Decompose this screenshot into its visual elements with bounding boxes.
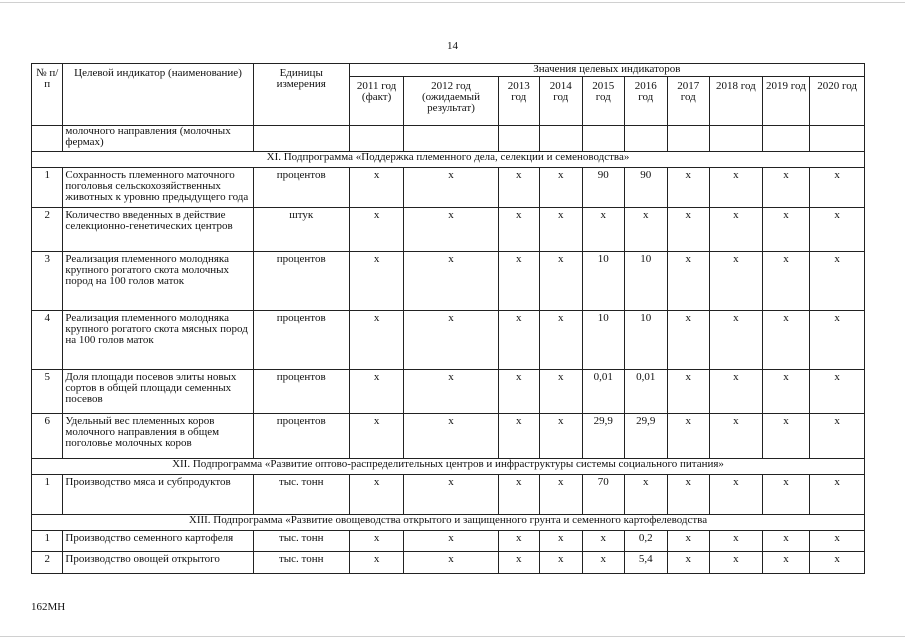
indicator-name: Производство мяса и субпродуктов <box>63 475 253 515</box>
value-cell: 10 <box>582 252 625 311</box>
value-cell: х <box>498 311 539 370</box>
indicator-row <box>32 311 865 370</box>
header-year: 2012 год (ожидаемый результат) <box>404 77 498 126</box>
value-cell: х <box>710 311 763 370</box>
value-cell: х <box>582 552 625 574</box>
value-cell: х <box>762 414 810 459</box>
header-year: 2019 год <box>762 77 810 126</box>
value-cell: 90 <box>582 168 625 208</box>
value-cell: х <box>540 552 583 574</box>
value-cell: 10 <box>625 311 668 370</box>
unit-cell: процентов <box>253 252 349 311</box>
indicator-row <box>32 168 865 208</box>
value-cell: х <box>762 168 810 208</box>
row-number: 1 <box>32 475 63 515</box>
value-cell: х <box>710 475 763 515</box>
value-cell: х <box>404 475 498 515</box>
continuation-row <box>32 126 865 152</box>
unit-cell: штук <box>253 208 349 252</box>
unit-cell: тыс. тонн <box>253 552 349 574</box>
value-cell: х <box>404 552 498 574</box>
unit-cell: процентов <box>253 370 349 414</box>
value-cell: х <box>540 414 583 459</box>
row-number: 2 <box>32 208 63 252</box>
value-cell: х <box>710 370 763 414</box>
indicator-row <box>32 252 865 311</box>
scan-edge-top <box>0 2 905 3</box>
row-number: 5 <box>32 370 63 414</box>
value-cell: х <box>667 414 710 459</box>
value-cell: х <box>762 208 810 252</box>
value-cell: х <box>810 370 865 414</box>
header-row-1 <box>32 64 865 77</box>
header-year: 2018 год <box>710 77 763 126</box>
value-cell: х <box>498 370 539 414</box>
value-cell: х <box>582 531 625 552</box>
value-cell: 29,9 <box>582 414 625 459</box>
indicator-name: Производство овощей открытого <box>63 552 253 574</box>
value-cell: х <box>498 475 539 515</box>
value-cell: х <box>349 552 404 574</box>
value-cell: х <box>667 252 710 311</box>
value-cell: х <box>667 370 710 414</box>
subprogram-header-row <box>32 515 865 531</box>
value-cell: х <box>498 414 539 459</box>
value-cell: х <box>762 370 810 414</box>
row-number: 6 <box>32 414 63 459</box>
value-cell: 0,01 <box>625 370 668 414</box>
value-cell: х <box>667 311 710 370</box>
header-num: № п/п <box>32 64 63 126</box>
value-cell: х <box>540 370 583 414</box>
value-cell: 5,4 <box>625 552 668 574</box>
value-cell: х <box>349 414 404 459</box>
value-cell: х <box>762 552 810 574</box>
value-cell: х <box>667 552 710 574</box>
indicator-row <box>32 475 865 515</box>
unit-cell: тыс. тонн <box>253 531 349 552</box>
row-number: 4 <box>32 311 63 370</box>
indicator-row <box>32 531 865 552</box>
row-number: 1 <box>32 531 63 552</box>
subprogram-header-row <box>32 459 865 475</box>
unit-cell: процентов <box>253 168 349 208</box>
row-number: 1 <box>32 168 63 208</box>
value-cell: х <box>762 311 810 370</box>
header-indicator: Целевой индикатор (наименование) <box>63 64 253 126</box>
value-cell: х <box>498 168 539 208</box>
value-cell: х <box>498 252 539 311</box>
value-cell: х <box>762 252 810 311</box>
unit-cell: процентов <box>253 311 349 370</box>
value-cell: х <box>404 168 498 208</box>
value-cell: 10 <box>625 252 668 311</box>
header-values-group: Значения целевых индикаторов <box>349 64 864 77</box>
indicator-name: Реализация племенного молодняка крупного рогатого скота мясных пород на 100 голов маток <box>63 311 253 370</box>
value-cell: х <box>349 208 404 252</box>
value-cell: х <box>404 252 498 311</box>
header-year: 2015 год <box>582 77 625 126</box>
value-cell: х <box>582 208 625 252</box>
indicator-row <box>32 208 865 252</box>
scan-edge-bottom <box>0 636 905 637</box>
header-year: 2016 год <box>625 77 668 126</box>
value-cell: х <box>810 475 865 515</box>
value-cell: х <box>540 208 583 252</box>
document-code: 162МН <box>31 601 66 613</box>
unit-cell: процентов <box>253 414 349 459</box>
value-cell: 29,9 <box>625 414 668 459</box>
value-cell: х <box>349 531 404 552</box>
value-cell: х <box>498 208 539 252</box>
row-number: 2 <box>32 552 63 574</box>
continuation-indicator: молочного направления (молочных фермах) <box>63 126 253 152</box>
value-cell: 0,01 <box>582 370 625 414</box>
value-cell: х <box>710 208 763 252</box>
value-cell: х <box>540 475 583 515</box>
indicator-row <box>32 414 865 459</box>
value-cell: х <box>404 531 498 552</box>
value-cell: х <box>810 531 865 552</box>
indicator-name: Количество введенных в действие селекционно-генетических центров <box>63 208 253 252</box>
value-cell: х <box>540 252 583 311</box>
value-cell: х <box>667 208 710 252</box>
header-year: 2014 год <box>540 77 583 126</box>
value-cell: х <box>762 531 810 552</box>
value-cell: х <box>349 252 404 311</box>
value-cell: х <box>710 414 763 459</box>
indicator-name: Доля площади посевов элиты новых сортов в общей площади семенных посевов <box>63 370 253 414</box>
value-cell: х <box>540 311 583 370</box>
value-cell: х <box>404 311 498 370</box>
indicator-row <box>32 370 865 414</box>
header-year: 2013 год <box>498 77 539 126</box>
value-cell: х <box>810 168 865 208</box>
value-cell: х <box>349 168 404 208</box>
value-cell: х <box>349 475 404 515</box>
value-cell: х <box>762 475 810 515</box>
value-cell: х <box>349 311 404 370</box>
value-cell: х <box>810 208 865 252</box>
value-cell: х <box>710 531 763 552</box>
value-cell: х <box>810 414 865 459</box>
indicator-name: Реализация племенного молодняка крупного рогатого скота молочных пород на 100 голов маток <box>63 252 253 311</box>
value-cell: х <box>625 208 668 252</box>
value-cell: х <box>349 370 404 414</box>
row-number: 3 <box>32 252 63 311</box>
target-indicators-table <box>31 63 865 574</box>
value-cell: 0,2 <box>625 531 668 552</box>
value-cell: х <box>498 552 539 574</box>
value-cell: х <box>404 414 498 459</box>
subprogram-title: XII. Подпрограмма «Развитие оптово-распределительных центров и инфраструктуры системы социального питания» <box>32 459 865 475</box>
indicator-name: Удельный вес племенных коров молочного направления в общем поголовье молочных коров <box>63 414 253 459</box>
indicator-name: Сохранность племенного маточного поголовья сельскохозяйственных животных к уровню предыдущего года <box>63 168 253 208</box>
value-cell: 70 <box>582 475 625 515</box>
value-cell: х <box>710 552 763 574</box>
value-cell: х <box>667 168 710 208</box>
header-year: 2020 год <box>810 77 865 126</box>
subprogram-header-row <box>32 152 865 168</box>
indicator-row <box>32 552 865 574</box>
value-cell: х <box>810 252 865 311</box>
value-cell: х <box>540 168 583 208</box>
value-cell: х <box>810 552 865 574</box>
value-cell: 90 <box>625 168 668 208</box>
header-year: 2011 год (факт) <box>349 77 404 126</box>
value-cell: х <box>498 531 539 552</box>
value-cell: 10 <box>582 311 625 370</box>
page-number: 14 <box>447 40 458 52</box>
indicator-name: Производство семенного картофеля <box>63 531 253 552</box>
value-cell: х <box>404 370 498 414</box>
value-cell: х <box>625 475 668 515</box>
header-units: Единицы измерения <box>253 64 349 126</box>
subprogram-title: XI. Подпрограмма «Поддержка племенного дела, селекции и семеноводства» <box>32 152 865 168</box>
value-cell: х <box>810 311 865 370</box>
value-cell: х <box>667 531 710 552</box>
header-year: 2017 год <box>667 77 710 126</box>
subprogram-title: XIII. Подпрограмма «Развитие овощеводства открытого и защищенного грунта и семенного картофелеводства <box>32 515 865 531</box>
value-cell: х <box>667 475 710 515</box>
value-cell: х <box>710 168 763 208</box>
value-cell: х <box>540 531 583 552</box>
value-cell: х <box>710 252 763 311</box>
unit-cell: тыс. тонн <box>253 475 349 515</box>
value-cell: х <box>404 208 498 252</box>
